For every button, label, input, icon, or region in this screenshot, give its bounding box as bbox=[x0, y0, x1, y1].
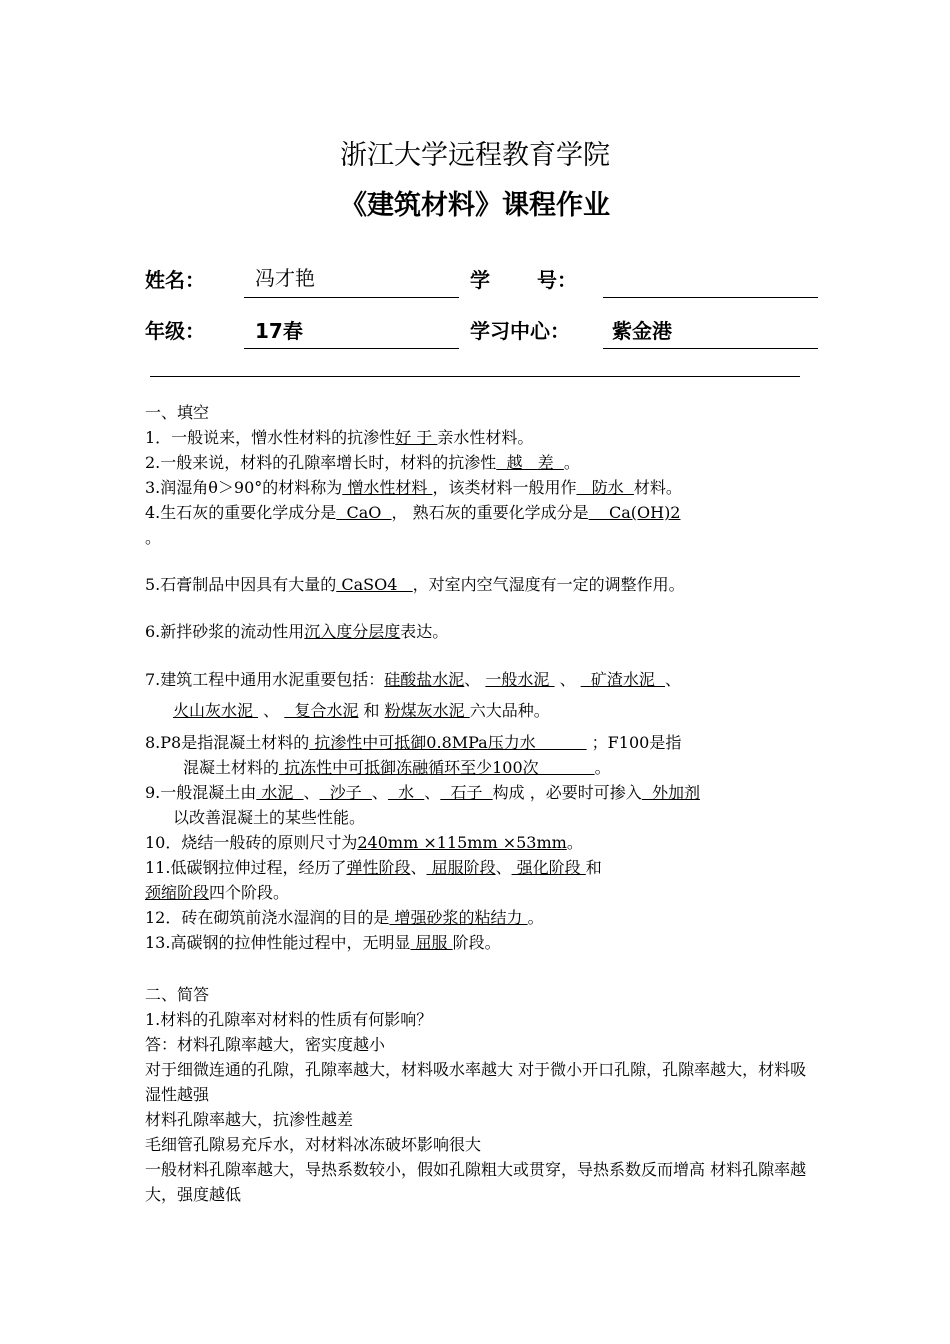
answer-5: CaSO4 bbox=[336, 575, 413, 594]
answer-2: 越 差 bbox=[496, 453, 564, 472]
name-underline bbox=[244, 297, 459, 298]
question-3: 3.润湿角θ＞90°的材料称为 憎水性材料 ，该类材料一般用作 防水 材料。 bbox=[145, 478, 682, 497]
id-label-2: 号： bbox=[537, 268, 577, 292]
short-question-1: 1.材料的孔隙率对材料的性质有何影响？ bbox=[145, 1010, 433, 1029]
answer-line-1: 答：材料孔隙率越大，密实度越小 bbox=[145, 1035, 386, 1054]
document-body bbox=[145, 400, 810, 1207]
question-1: 1．一般说来，憎水性材料的抗渗性好 于 亲水性材料。 bbox=[145, 428, 534, 447]
question-7: 7.建筑工程中通用水泥重要包括：硅酸盐水泥、 一般水泥 、 矿渣水泥 、 bbox=[145, 670, 682, 689]
answer-4b: Ca(OH)2 bbox=[588, 503, 681, 522]
answer-10: 240mm ×115mm ×53mm bbox=[357, 833, 567, 852]
header-divider bbox=[150, 376, 800, 377]
answer-4a: CaO bbox=[336, 503, 392, 522]
answer-6: 沉入度分层度 bbox=[304, 622, 401, 641]
grade-label: 年级： bbox=[145, 319, 205, 343]
question-13: 13.高碳钢的拉伸性能过程中，无明显 屈服 阶段。 bbox=[145, 933, 501, 952]
answer-3a: 憎水性材料 bbox=[342, 478, 433, 497]
question-4: 4.生石灰的重要化学成分是 CaO ， 熟石灰的重要化学成分是 Ca(OH)2 bbox=[145, 503, 681, 522]
question-8-cont: 混凝土材料的 抗冻性中可抵御冻融循环至少100次 。 bbox=[183, 758, 611, 777]
name-value: 冯才艳 bbox=[255, 266, 315, 290]
name-label: 姓名： bbox=[145, 268, 205, 292]
answer-12: 增强砂浆的粘结力 bbox=[389, 908, 528, 927]
grade-underline bbox=[244, 348, 459, 349]
answer-line-4: 毛细管孔隙易充斥水，对材料冰冻破坏影响很大 bbox=[145, 1135, 482, 1154]
answer-line-3: 材料孔隙率越大，抗渗性越差 bbox=[145, 1110, 354, 1129]
question-4-end: 。 bbox=[145, 528, 162, 547]
question-5: 5.石膏制品中因具有大量的 CaSO4 ，对室内空气湿度有一定的调整作用。 bbox=[145, 575, 685, 594]
id-underline bbox=[603, 297, 818, 298]
center-label: 学习中心： bbox=[470, 319, 570, 343]
question-11-cont: 颈缩阶段四个阶段。 bbox=[145, 883, 290, 902]
question-2: 2.一般来说，材料的孔隙率增长时，材料的抗渗性 越 差 。 bbox=[145, 453, 580, 472]
center-underline bbox=[603, 348, 818, 349]
answer-13: 屈服 bbox=[410, 933, 453, 952]
answer-line-2: 对于细微连通的孔隙，孔隙率越大，材料吸水率越大 对于微小开口孔隙，孔隙率越大，材料吸湿性越强 bbox=[145, 1060, 807, 1104]
question-9: 9.一般混凝土由 水泥 、 沙子 、 水 、 石子 构成 ，必要时可掺入 外加剂 bbox=[145, 783, 700, 802]
grade-value: 17春 bbox=[255, 319, 303, 343]
center-value: 紫金港 bbox=[612, 319, 672, 343]
answer-8a: 抗渗性中可抵御0.8MPa压力水 bbox=[309, 733, 587, 752]
section1-heading: 一、填空 bbox=[145, 403, 210, 422]
question-9-cont: 以改善混凝土的某些性能。 bbox=[173, 808, 366, 827]
id-label-1: 学 bbox=[470, 268, 490, 292]
answer-3b: 防水 bbox=[576, 478, 634, 497]
section2-heading: 二、简答 bbox=[145, 985, 210, 1004]
question-6: 6.新拌砂浆的流动性用沉入度分层度表达。 bbox=[145, 622, 449, 641]
question-11: 11.低碳钢拉伸过程，经历了弹性阶段、 屈服阶段、 强化阶段 和 bbox=[145, 858, 602, 877]
answer-8b: 抗冻性中可抵御冻融循环至少100次 bbox=[279, 758, 595, 777]
question-10: 10．烧结一般砖的原则尺寸为240mm ×115mm ×53mm。 bbox=[145, 833, 583, 852]
question-7-cont: 火山灰水泥 、 复合水泥 和 粉煤灰水泥 六大品种。 bbox=[173, 701, 550, 720]
answer-line-5: 一般材料孔隙率越大，导热系数较小，假如孔隙粗大或贯穿，导热系数反而增高 材料孔隙率越大，强度越低 bbox=[145, 1160, 807, 1204]
answer-1: 好 于 bbox=[395, 428, 438, 447]
question-8: 8.P8是指混凝土材料的 抗渗性中可抵御0.8MPa压力水 ；F100是指 bbox=[145, 733, 682, 752]
question-12: 12．砖在砌筑前浇水湿润的目的是 增强砂浆的粘结力 。 bbox=[145, 908, 544, 927]
course-title: 《建筑材料》课程作业 bbox=[340, 190, 610, 221]
institution-title: 浙江大学远程教育学院 bbox=[340, 140, 610, 171]
